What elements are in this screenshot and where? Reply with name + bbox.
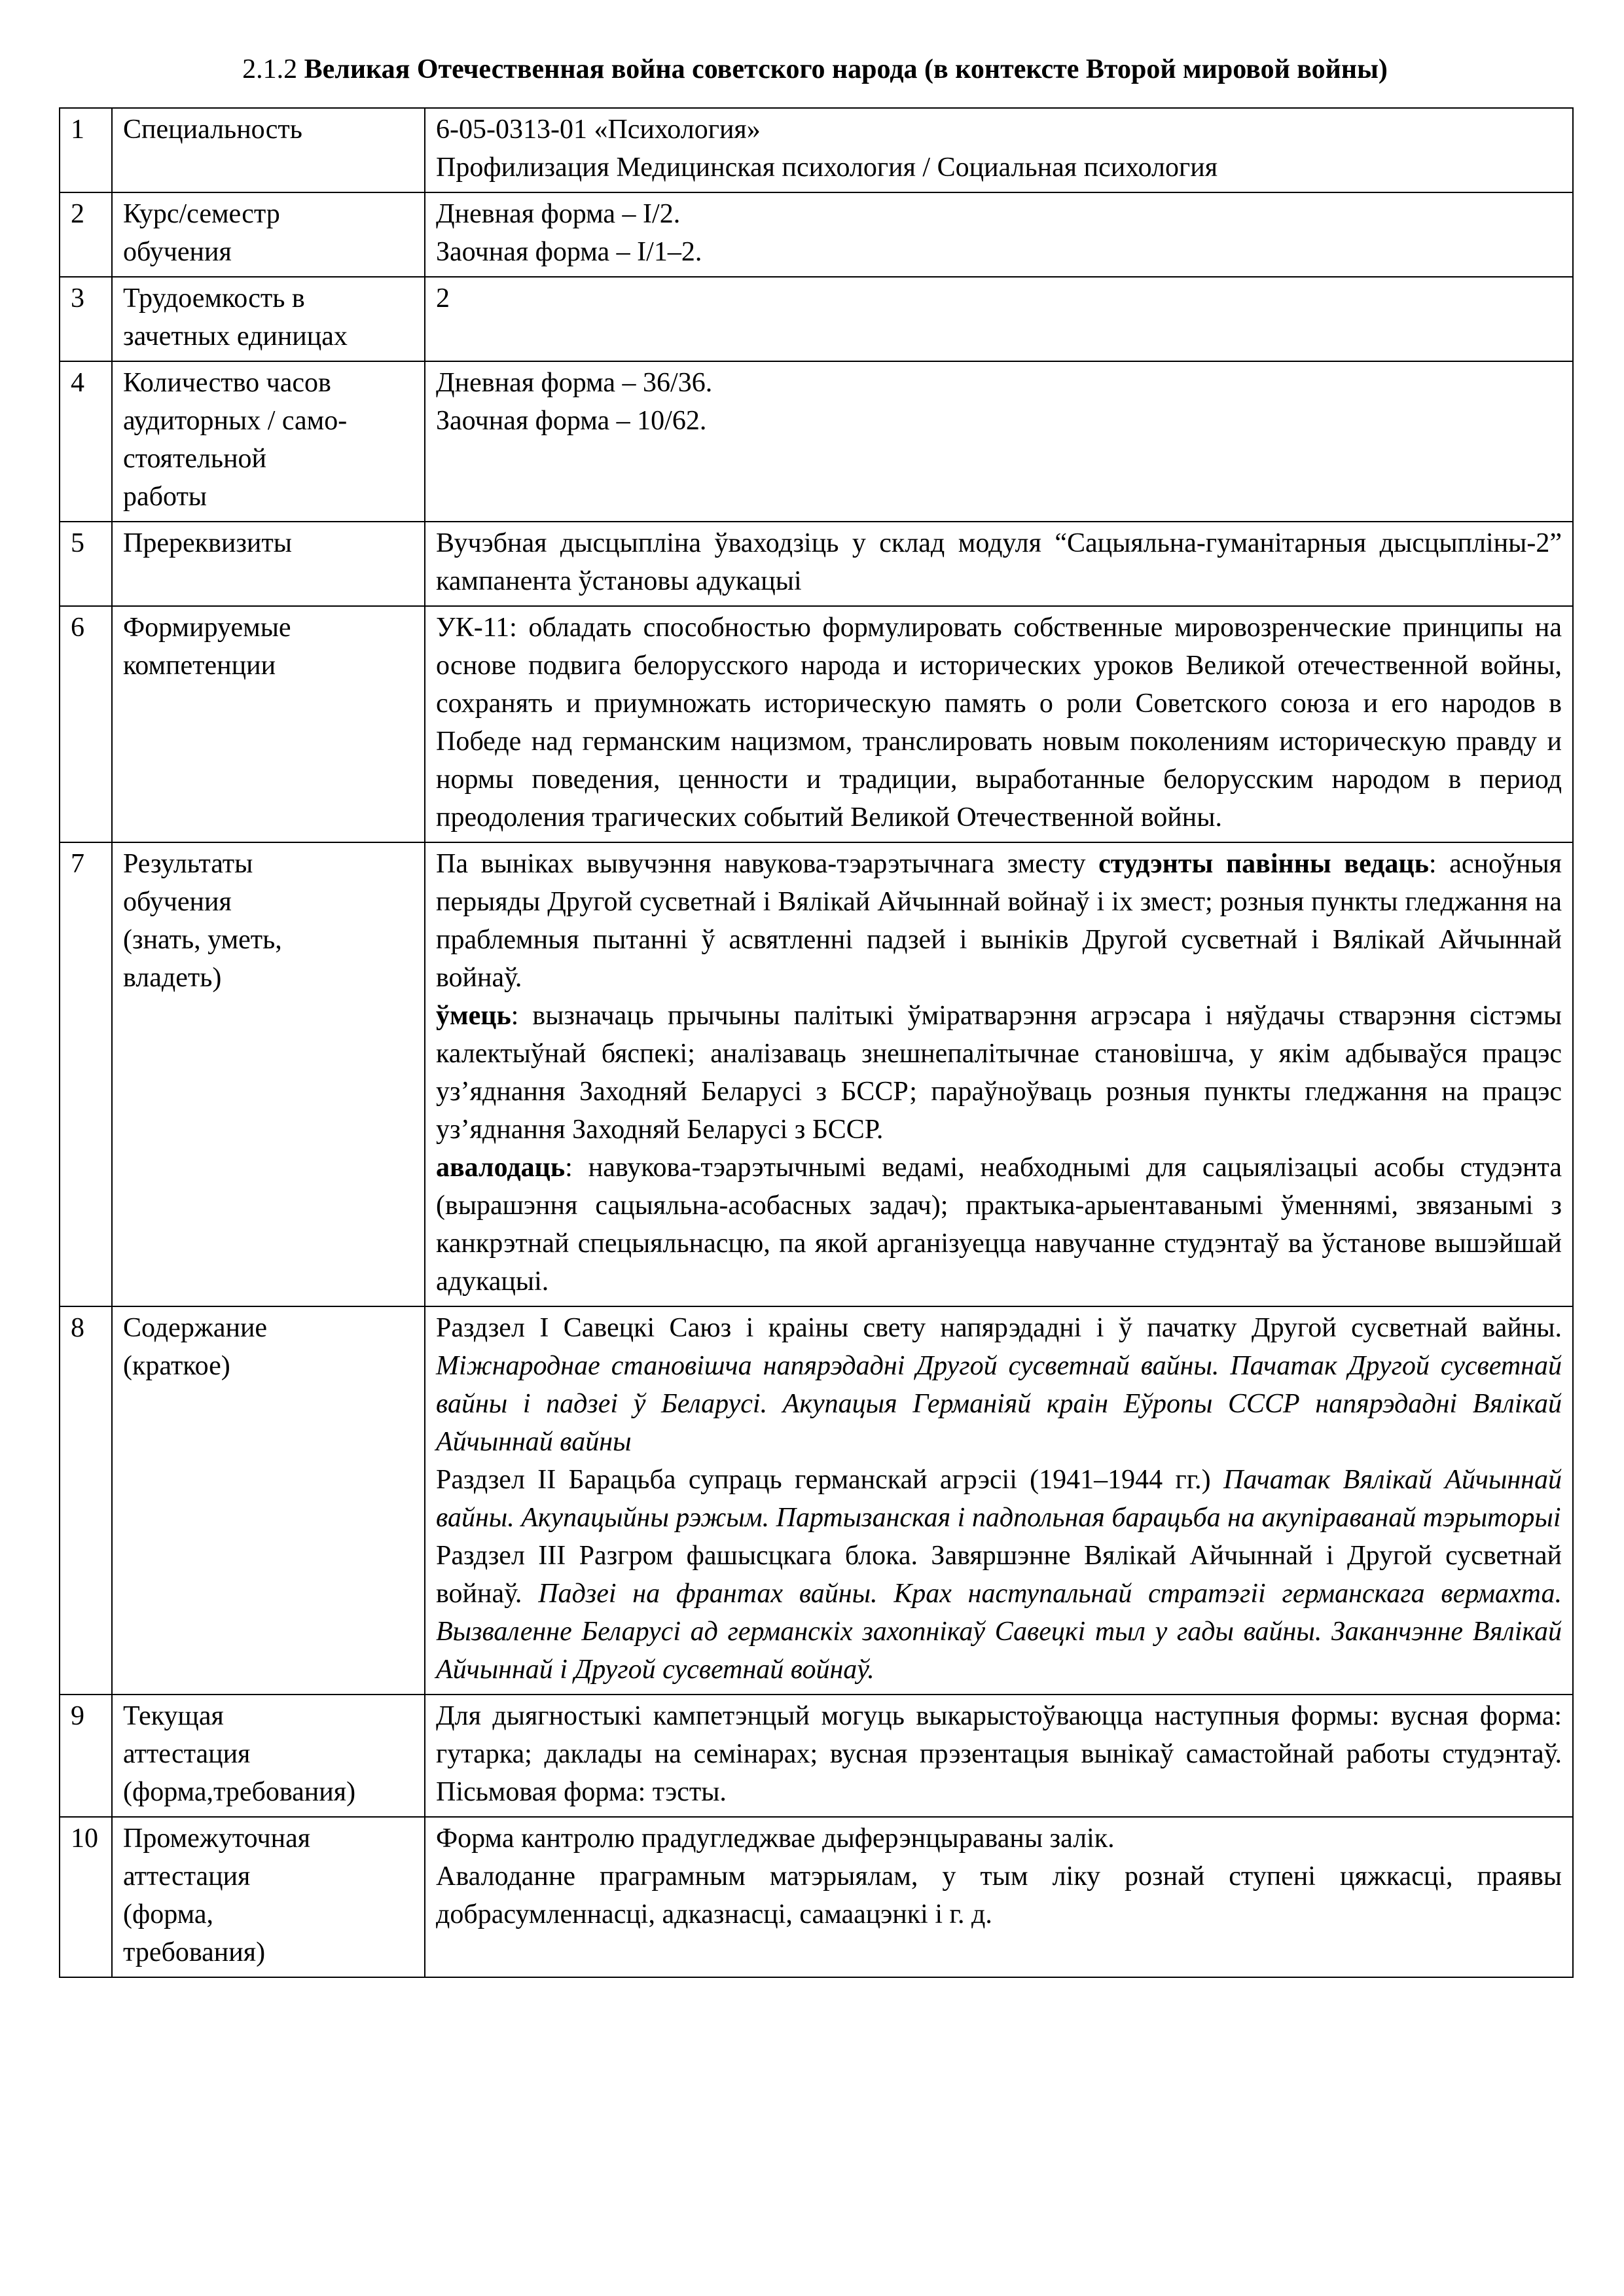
- value-line: Профилизация Медицинская психология / Социальная психология: [436, 152, 1218, 183]
- table-row: [60, 1695, 1573, 1817]
- section-heading: Раздзел I Савецкі Саюз і краіны свету напярэдадні і ў пачатку Другой сусветнай вайны.: [436, 1313, 1562, 1343]
- section-3: [436, 1537, 1562, 1689]
- table-row: [60, 108, 1573, 192]
- label-line: обучения: [123, 887, 232, 917]
- section-2: [436, 1461, 1562, 1537]
- label-line: (знать, уметь,: [123, 925, 282, 955]
- section-topics: Пачатак Вялікай Айчыннай вайны. Акупацыйны рэжым. Партызанская і падпольная барацьба на акупіраванай тэрыторыі: [436, 1465, 1562, 1533]
- row-label: [112, 108, 425, 192]
- table-row: [60, 606, 1573, 842]
- label-line: требования): [123, 1937, 266, 1967]
- row-number: 10: [60, 1817, 112, 1977]
- row-value: [425, 842, 1573, 1306]
- label-line: аудиторных / само-: [123, 406, 348, 436]
- table-row: [60, 1306, 1573, 1695]
- value-line: Заочная форма – I/1–2.: [436, 237, 702, 267]
- section-heading: Раздзел II Барацьба супраць германскай агрэсіі (1941–1944 гг.): [436, 1465, 1223, 1495]
- row-label: [112, 1817, 425, 1977]
- label-line: обучения: [123, 237, 232, 267]
- paragraph-know: [436, 845, 1562, 997]
- label-line: компетенции: [123, 651, 276, 681]
- text-run: : асноўныя перыяды Другой сусветнай і Вялікай Айчыннай войнаў і іх змест; розныя пункты гледжання на праблемныя пытанні ў асвятленні падзей і выніків Другой сусветнай і Вялікай Айчыннай войнаў.: [436, 849, 1562, 993]
- row-value: [425, 108, 1573, 192]
- text-run: : навукова-тэарэтычнымі ведамі, неабходнымі для сацыялізацыі асобы студэнта (вырашэння сацыяльна-асобасных задач); практыка-арыентаванымі ўменнямі, звязанымі з канкрэтнай спецыяльнасцю, па якой арганізуецца навучанне студэнтаў ва ўстанове вышэйшай адукацыі.: [436, 1153, 1562, 1297]
- label-line: Текущая: [123, 1701, 224, 1731]
- label-line: стоятельной: [123, 444, 267, 474]
- bold-term: студэнты павінны ведаць: [1098, 849, 1429, 879]
- row-value: Вучэбная дысцыпліна ўваходзіць у склад модуля “Сацыяльна-гуманітарныя дысцыпліны-2” кампанента ўстановы адукацыі: [425, 522, 1573, 606]
- row-label: [112, 606, 425, 842]
- table-row: [60, 192, 1573, 277]
- table-row: [60, 1817, 1573, 1977]
- row-number: 5: [60, 522, 112, 606]
- course-info-table: [59, 107, 1574, 1978]
- label-line: Пререквизиты: [123, 528, 292, 558]
- row-number: 1: [60, 108, 112, 192]
- row-label: [112, 522, 425, 606]
- label-line: Формируемые: [123, 613, 291, 643]
- label-line: зачетных единицах: [123, 321, 348, 351]
- row-value: [425, 361, 1573, 522]
- paragraph-can: [436, 997, 1562, 1149]
- text-run: Па выніках вывучэння навукова-тэарэтычнага зместу: [436, 849, 1099, 879]
- row-label: [112, 842, 425, 1306]
- title-text: Великая Отечественная война советского народа (в контексте Второй мировой войны): [304, 54, 1388, 84]
- label-line: Количество часов: [123, 368, 331, 398]
- table-row: [60, 277, 1573, 361]
- label-line: (форма,требования): [123, 1777, 356, 1807]
- label-line: Промежуточная: [123, 1823, 311, 1854]
- label-line: (форма,: [123, 1899, 213, 1929]
- row-label: [112, 1695, 425, 1817]
- bold-term: авалодаць: [436, 1153, 566, 1183]
- row-label: [112, 277, 425, 361]
- label-line: Содержание: [123, 1313, 268, 1343]
- label-line: Результаты: [123, 849, 253, 879]
- label-line: аттестация: [123, 1739, 251, 1769]
- label-line: владеть): [123, 963, 222, 993]
- row-value: [425, 1306, 1573, 1695]
- row-number: 2: [60, 192, 112, 277]
- control-form: Форма кантролю прадугледжвае дыферэнцыраваны залік.: [436, 1823, 1115, 1854]
- label-line: работы: [123, 482, 208, 512]
- value-line: 6-05-0313-01 «Психология»: [436, 115, 761, 145]
- row-label: [112, 361, 425, 522]
- section-1: [436, 1309, 1562, 1461]
- control-requirements: Авалоданне праграмным матэрыялам, у тым ліку рознай ступені цяжкасці, праявы добрасумленнасці, адказнасці, самаацэнкі і г. д.: [436, 1861, 1562, 1929]
- text-run: : вызначаць прычыны палітыкі ўміратварэння агрэсара і няўдачы стварэння сістэмы калектыўнай бяспекі; аналізаваць знешнепалітычнае становішча, у якім адбываўся працэс уз’яднання Заходняй Беларусі з БССР; параўноўваць розныя пункты гледжання на працэс уз’яднання Заходняй Беларусі з БССР.: [436, 1001, 1562, 1145]
- label-line: аттестация: [123, 1861, 251, 1892]
- row-number: 4: [60, 361, 112, 522]
- row-number: 7: [60, 842, 112, 1306]
- table-row: [60, 522, 1573, 606]
- row-value: УК-11: обладать способностью формулировать собственные мировозренческие принципы на основе подвига белорусского народа и исторических уроков Великой отечественной войны, сохранять и приумножать историческую память о роли Советского союза и его народов в Победе над германским нацизмом, транслировать новым поколениям историческую правду и нормы поведения, ценности и традиции, выработанные белорусским народом в период преодоления трагических событий Великой Отечественной войны.: [425, 606, 1573, 842]
- row-value: Для дыягностыкі кампетэнцый могуць выкарыстоўваюцца наступныя формы: вусная форма: гутарка; даклады на семінарах; вусная прэзентацыя вынікаў самастойнай работы студэнтаў. Пісьмовая форма: тэсты.: [425, 1695, 1573, 1817]
- section-topics: Міжнароднае становішча напярэдадні Другой сусветнай вайны. Пачатак Другой сусветнай вайны і падзеі ў Беларусі. Акупацыя Германіяй краін Еўропы СССР напярэдадні Вялікай Айчыннай вайны: [436, 1351, 1562, 1457]
- row-value: [425, 277, 1573, 361]
- row-value: [425, 1817, 1573, 1977]
- label-line: (краткое): [123, 1351, 230, 1381]
- row-label: [112, 1306, 425, 1695]
- label-line: Трудоемкость в: [123, 283, 305, 314]
- table-row: [60, 361, 1573, 522]
- value-line: Дневная форма – I/2.: [436, 199, 681, 229]
- label-line: Специальность: [123, 115, 302, 145]
- value-line: Дневная форма – 36/36.: [436, 368, 713, 398]
- section-heading: Раздзел III Разгром фашысцкага блока. Завяршэнне Вялікай Айчыннай і Другой сусветнай войнаў.: [436, 1541, 1562, 1609]
- row-value: [425, 192, 1573, 277]
- title-number: 2.1.2: [242, 54, 298, 84]
- bold-term: ўмець: [436, 1001, 511, 1031]
- section-topics: Падзеі на франтах вайны. Крах наступальнай стратэгіі германскага вермахта. Вызваленне Беларусі ад германскіх захопнікаў Савецкі тыл у гады вайны. Заканчэнне Вялікай Айчыннай і Другой сусветнай войнаў.: [436, 1579, 1562, 1685]
- value-line: Заочная форма – 10/62.: [436, 406, 707, 436]
- row-label: [112, 192, 425, 277]
- row-number: 9: [60, 1695, 112, 1817]
- page-title: [59, 51, 1571, 88]
- label-line: Курс/семестр: [123, 199, 280, 229]
- row-number: 3: [60, 277, 112, 361]
- row-number: 8: [60, 1306, 112, 1695]
- paragraph-master: [436, 1149, 1562, 1300]
- value-line: 2: [436, 283, 450, 314]
- row-number: 6: [60, 606, 112, 842]
- table-row: [60, 842, 1573, 1306]
